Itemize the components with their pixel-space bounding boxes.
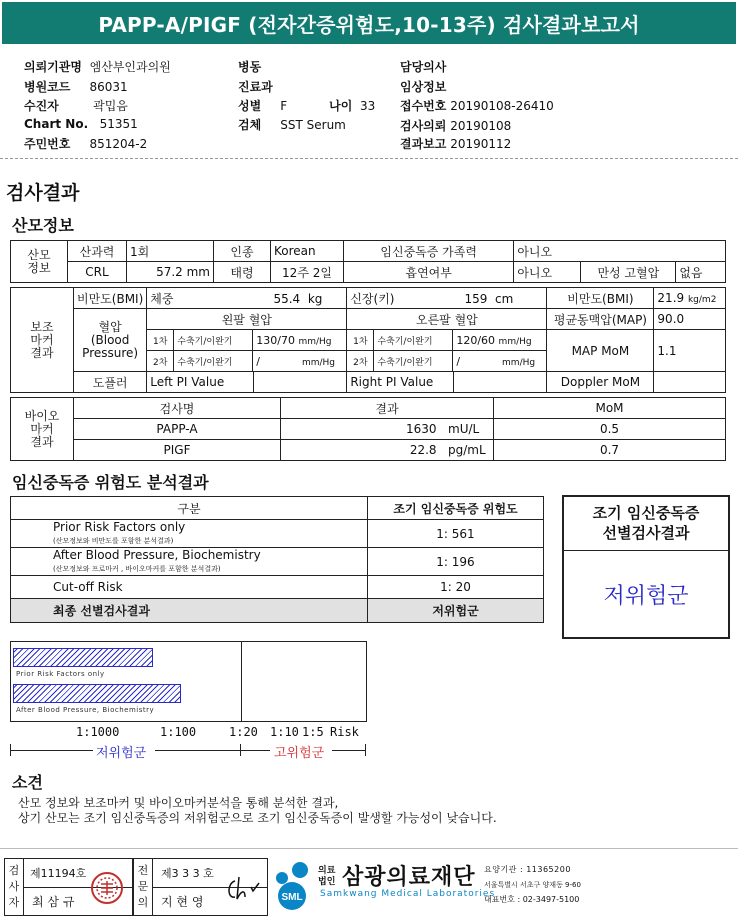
value: 20190108-26410 [450,99,554,113]
meta-chart [24,117,138,131]
bmi-cell [654,288,726,309]
org-small [318,866,335,888]
map-label: 평균동맥압(MAP) [547,309,654,330]
label: 진료과 [238,80,273,94]
examiner-label [5,859,23,911]
label: 결과 [30,345,54,360]
value: 55.4 [273,291,301,306]
doppler-mom-label: Doppler MoM [547,372,654,393]
weight-cell [147,288,347,309]
value: 130/70 [256,333,295,347]
final-value: 저위험군 [368,599,544,623]
high-line-right [332,750,365,751]
left-bp-cell [147,330,347,372]
cutoff-label: Cut-off Risk [11,576,368,599]
label: 수축기/이완기 [174,351,253,372]
bio-mom: 0.7 [494,440,726,461]
parity-label: 산과력 [68,241,127,262]
row-label [11,398,74,461]
meta-request [400,117,511,134]
right-pi-label: Right PI Value [347,372,454,393]
tick-10: 1:10 [270,725,299,739]
label: 수축기/이완기 [374,351,453,372]
label: 의 [137,896,149,909]
examiner-seal-icon [90,871,124,905]
label: 체중 [150,291,174,306]
header-name: 검사명 [74,398,281,419]
signature-icon [223,873,263,905]
family-label: 임신중독증 가족력 [344,241,514,262]
crl-value: 57.2 mm [127,262,214,283]
value: 22.8 [409,443,437,457]
label: 결과 [30,434,54,449]
label: 정보 [27,260,51,275]
label: 조기 임신중독증 [592,504,700,522]
examiner-cell [23,858,133,916]
risk-chart [10,641,367,722]
after-bar-label: After Blood Pressure, Biochemistry [16,706,155,714]
label: 문 [137,880,149,893]
label: 사 [8,880,20,893]
meta-id [24,135,147,152]
htn-label: 만성 고혈압 [581,262,676,283]
value: 51351 [99,117,138,131]
left-pi-label: Left PI Value [147,372,254,393]
value: 엠산부인과의원 [89,60,171,74]
final-label: 최종 선별검사결과 [11,599,368,623]
left-bp-table [147,330,346,371]
label: 산모 [27,247,51,262]
map-value: 90.0 [654,309,726,330]
label: 1차 [347,330,374,351]
race-value: Korean [271,241,344,262]
family-value: 아니오 [514,241,726,262]
label: 바이오 [24,408,60,423]
value: 21.9 [657,291,685,305]
bmi-label-2: 비만도(BMI) [547,288,654,309]
opinion-text [18,796,497,826]
unit: mm/Hg [498,336,532,347]
value: 159 [464,291,488,306]
examiner-name: 최 삼 규 [32,895,75,909]
specialist-name: 지 현 영 [161,895,204,909]
label: 병동 [238,60,262,74]
aux-table [10,287,726,393]
label: 마커 [30,332,54,347]
unit: mm/Hg [298,336,332,347]
unit: kg/m2 [687,295,717,305]
meta-patient [24,97,128,114]
doppler-label: 도플러 [74,372,147,393]
meta-receipt [400,97,554,114]
parity-value: 1회 [127,241,214,262]
label: 수축기/이완기 [174,330,253,351]
sublabel: (산모정보와 비만도를 포함한 분석결과) [53,536,174,545]
bio-table [10,397,726,461]
prior-bar-label: Prior Risk Factors only [16,670,105,678]
value: F [280,99,288,113]
doppler-mom-value [654,372,726,393]
specialist-cell [152,858,268,916]
label: 자 [8,896,20,909]
specialist-no: 제3 3 3 호 [161,867,214,880]
value: 851204-2 [89,137,148,151]
tick-100: 1:100 [160,725,197,739]
left1 [253,330,347,351]
race-label: 인종 [214,241,271,262]
bmi-label: 비만도(BMI) [74,288,147,309]
tick-1000: 1:1000 [76,725,120,739]
meta-ward [238,58,261,75]
bio-name: PIGF [74,440,281,461]
maternal-table [10,240,726,283]
risk-table [10,496,544,623]
header-category: 구분 [11,497,368,520]
right-pi-value [454,372,547,393]
label: 혈압 [98,319,122,334]
right-bp-cell [347,330,547,372]
label: 2차 [347,351,374,372]
org-addr: 서울특별시 서초구 양재동 9-60 [484,881,581,889]
high-risk-label: 고위험군 [274,746,325,761]
right2 [453,351,547,372]
value: 20190112 [450,137,512,151]
value: 120/60 [456,333,496,347]
crl-label: CRL [68,262,127,283]
meta-sex-age [238,97,375,114]
meta-dept [238,78,273,95]
ga-value: 12주 2일 [271,262,344,283]
cutoff-line [241,642,242,721]
bio-mom: 0.5 [494,419,726,440]
label: 접수번호 [400,99,447,113]
label: (Blood [90,332,130,347]
value: / [256,354,260,368]
left-arm-label: 왼팔 혈압 [147,309,347,330]
value: 20190108 [450,119,512,133]
org-tel: 대표번호 : 02-3497-5100 [484,895,580,904]
right-bp-table [347,330,546,371]
examiner-no: 제11194호 [30,867,87,880]
left-pi-value [254,372,347,393]
label: 검 [8,864,20,877]
label: 의뢰기관명 [24,60,82,74]
ga-label: 태령 [214,262,271,283]
result-box [562,495,730,639]
meta-clinical [400,78,446,95]
label: 나이 [329,99,353,113]
specialist-label-cell [133,858,153,916]
prior-bar [13,648,153,667]
label: 마커 [30,421,54,436]
bio-name: PAPP-A [74,419,281,440]
value: / [456,354,461,368]
row-label [11,288,74,393]
label: 2차 [147,351,174,372]
right-arm-label: 오른팔 혈압 [347,309,547,330]
label: 수축기/이완기 [374,330,453,351]
axis-tick-right [365,744,366,756]
label: 결과보고 [400,137,447,151]
right1 [453,330,547,351]
unit: pg/mL [448,443,486,457]
org-en: Samkwang Medical Laboratories [320,889,496,899]
tick-5: 1:5 [302,725,324,739]
label: 법인 [318,877,336,887]
value: SST Serum [280,118,346,132]
tick-risk: Risk [330,725,359,739]
height-cell [347,288,547,309]
org-name: 삼광의료재단 [342,865,476,890]
label: 수진자 [24,99,59,113]
label: 주민번호 [24,137,71,151]
bp-label [74,309,147,372]
meta-institution [24,58,171,75]
specialist-label [134,859,152,911]
htn-value: 없음 [676,262,726,283]
bio-row [11,419,726,440]
label: 성별 [238,99,262,113]
meta-specimen [238,116,346,133]
opinion-line: 상기 산모는 조기 임신중독증의 저위험군으로 조기 임신중독증이 발생할 가능성이 낮습니다. [18,811,497,825]
label: 의료 [318,866,336,876]
label: 병원코드 [24,80,71,94]
maternal-title: 산모정보 [12,216,74,235]
unit: mU/L [448,422,480,436]
unit: cm [495,291,514,306]
value: 33 [359,99,376,113]
left2 [253,351,347,372]
label: 1차 [147,330,174,351]
sublabel: (산모정보와 프로마커 , 바이오마커를 포함한 분석결과) [53,564,221,573]
header-mom: MoM [494,398,726,419]
label: After Blood Pressure, Biochemistry [53,547,261,562]
result-box-value: 저위험군 [603,584,689,609]
label: 전 [137,864,149,877]
low-line-left [10,750,93,751]
label: 검체 [238,118,262,132]
smoking-value: 아니오 [514,262,581,283]
bio-result [281,419,494,440]
opinion-title: 소견 [12,773,43,792]
cutoff-value: 1: 20 [368,576,544,599]
value: 86031 [89,80,128,94]
label: 임상정보 [400,80,447,94]
smoking-label: 흡연여부 [344,262,514,283]
value: 1630 [406,422,437,436]
label: Chart No. [24,117,89,131]
map-mom-value: 1.1 [654,330,726,372]
label: 검사의뢰 [400,119,447,133]
bio-result [281,440,494,461]
result-box-title [564,497,728,551]
label: 보조 [30,319,54,334]
sml-logo-icon [270,860,316,912]
meta-report [400,135,511,152]
risk-title: 임신중독증 위험도 분석결과 [12,473,209,492]
bio-row [11,440,726,461]
after-cell [11,548,368,576]
tick-20: 1:20 [229,725,258,739]
meta-doctor [400,58,446,75]
label: 선별검사결과 [602,524,690,542]
high-line-left [240,750,270,751]
meta-hospital-code [24,78,128,95]
row-label [11,241,68,283]
unit: mm/Hg [301,357,335,368]
report-title: PAPP-A/PIGF (전자간증위험도,10-13주) 검사결과보고서 [2,2,736,44]
divider [0,158,738,159]
unit: kg [307,291,323,306]
prior-value: 1: 561 [368,520,544,548]
section-results-title: 검사결과 [6,182,80,204]
header-risk: 조기 임신중독증 위험도 [368,497,544,520]
sml-logo-text: SML [281,892,303,903]
label: Pressure) [82,345,139,360]
unit: mm/Hg [502,357,536,368]
label: 담당의사 [400,60,447,74]
after-value: 1: 196 [368,548,544,576]
low-risk-label: 저위험군 [96,746,147,761]
low-line-right [155,750,240,751]
after-bar [13,684,181,703]
map-mom-label: MAP MoM [547,330,654,372]
footer-divider [0,848,738,849]
label: Prior Risk Factors only [53,519,186,534]
examiner-label-cell [4,858,24,916]
value: 곽밉음 [93,99,128,113]
org-code: 요양기관 : 11365200 [484,865,571,874]
opinion-line: 산모 정보와 보조마커 및 바이오마커분석을 통해 분석한 결과, [18,796,339,810]
prior-cell [11,520,368,548]
header-result: 결과 [281,398,494,419]
label: 신장(키) [350,291,395,306]
